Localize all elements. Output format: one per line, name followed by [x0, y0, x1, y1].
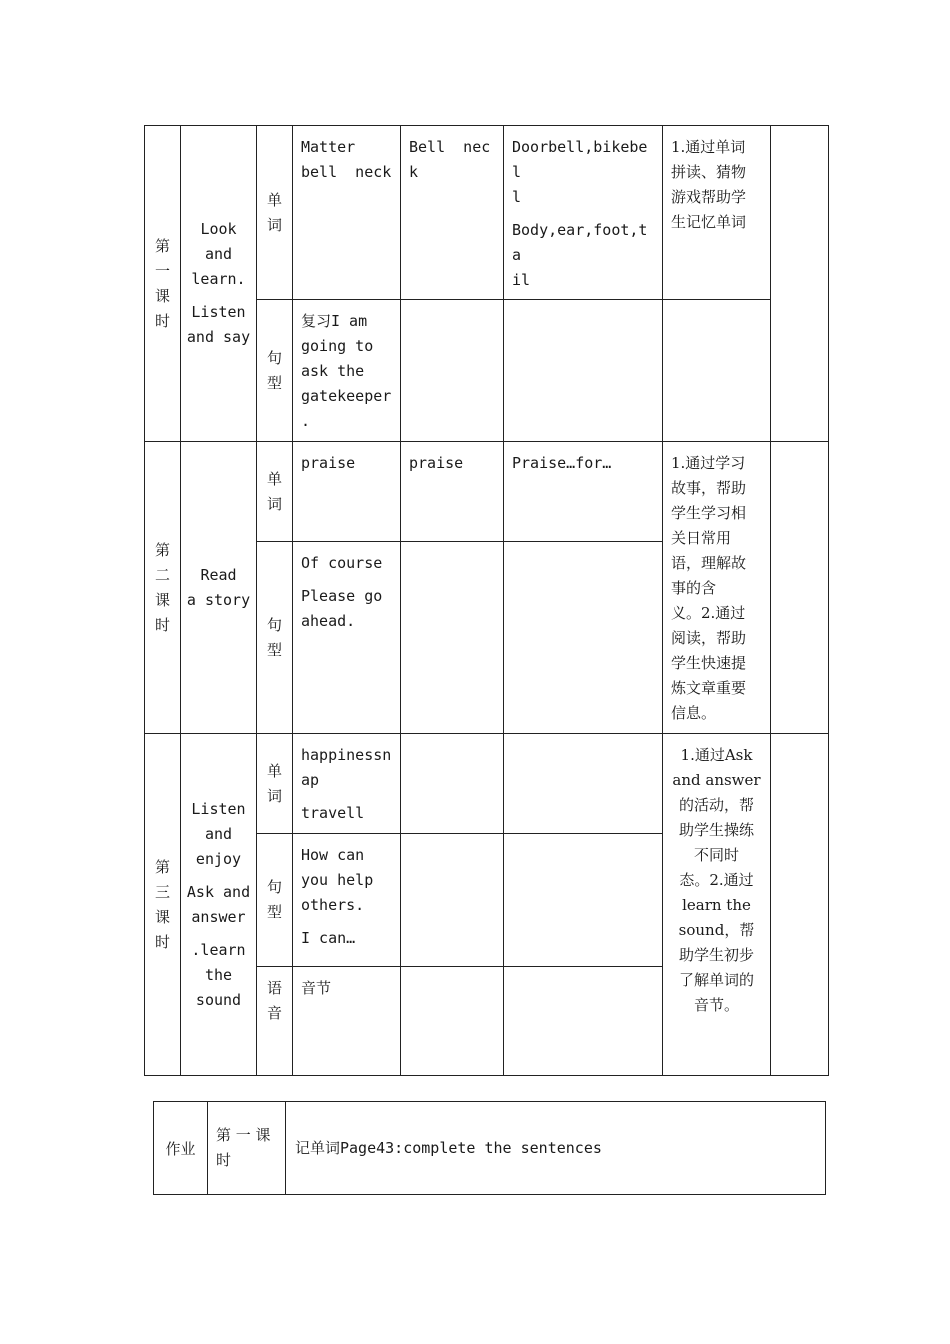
type-cell [257, 542, 293, 734]
notes-cell [771, 734, 829, 1076]
lesson-1-period: 第一课时 [154, 236, 170, 330]
content-cell [293, 300, 401, 442]
goal-line: 炼文章重要 [671, 679, 747, 697]
col-b-cell [504, 442, 663, 542]
content-cell [293, 442, 401, 542]
col-b-line: Doorbell,bikebel [512, 138, 648, 181]
content-line: How can [301, 846, 365, 864]
type-cell [257, 126, 293, 300]
lesson-3-words-row [145, 734, 829, 834]
goal-line: 事的含 [671, 579, 717, 597]
goal-line: 故事，帮助 [671, 479, 747, 497]
notes-cell [771, 442, 829, 734]
goal-cell-continued [663, 300, 771, 442]
row-type-label: 单词 [266, 761, 282, 805]
activity-line: Listen [191, 799, 246, 818]
homework-label: 作业 [165, 1139, 196, 1158]
goal-line: sound，帮 [678, 921, 755, 939]
lesson-2-period-cell [145, 442, 181, 734]
lesson-2-words-row [145, 442, 829, 542]
col-b-cell [504, 967, 663, 1076]
goal-line: 的活动，帮 [678, 796, 754, 814]
row-type-label: 句型 [266, 615, 282, 659]
activity-line: sound [195, 990, 242, 1009]
goal-line: 关日常用 [671, 529, 732, 547]
lesson-3-period: 第三课时 [154, 857, 170, 951]
col-a-line: Bell neck [409, 138, 491, 181]
goal-line: 语，理解故 [671, 554, 747, 572]
goal-line: 义。2.通过 [671, 604, 746, 622]
notes-cell [771, 126, 829, 442]
activity-line: and [204, 824, 233, 843]
content-line: gatekeeper [301, 387, 392, 405]
content-line: ap [301, 771, 320, 789]
homework-label-cell [154, 1102, 208, 1195]
content-line: travell [301, 804, 365, 822]
lesson-1-activity-cell [181, 126, 257, 442]
row-type-label: 句型 [266, 878, 282, 921]
col-b-line: l [512, 188, 522, 206]
col-b-cell [504, 834, 663, 967]
col-b-cell [504, 126, 663, 300]
content-cell [293, 542, 401, 734]
content-cell [293, 834, 401, 967]
content-line: . [301, 412, 311, 430]
type-cell [257, 967, 293, 1076]
lesson-2-period: 第二课时 [154, 540, 170, 634]
col-b-cell [504, 300, 663, 442]
col-a-cell [401, 442, 504, 542]
col-a-line: praise [409, 454, 464, 472]
row-type-label: 单词 [266, 469, 282, 513]
goal-cell [663, 442, 771, 734]
lesson-3-period-cell [145, 734, 181, 1076]
col-a-cell [401, 967, 504, 1076]
goal-cell [663, 126, 771, 300]
goal-line: 学生学习相 [671, 504, 747, 522]
goal-line: 了解单词的 [678, 971, 754, 989]
activity-line: and [204, 245, 233, 263]
type-cell [257, 300, 293, 442]
homework-row [154, 1102, 826, 1195]
homework-content-cell [286, 1102, 826, 1195]
col-b-line: Body,ear,foot,ta [512, 221, 648, 264]
content-line: going to [301, 337, 374, 355]
col-a-cell [401, 834, 504, 967]
type-cell [257, 834, 293, 967]
activity-line: Ask and [186, 882, 251, 901]
col-b-cell [504, 542, 663, 734]
homework-content: 记单词Page43:complete the sentences [295, 1138, 602, 1157]
lesson-2-activity-cell [181, 442, 257, 734]
col-a-cell [401, 542, 504, 734]
lesson-1-period-cell [145, 126, 181, 442]
content-cell [293, 126, 401, 300]
goal-cell [663, 734, 771, 1076]
content-line: bell neck [301, 163, 392, 181]
goal-line: 1.通过学习 [671, 454, 746, 472]
goal-line: 拼读、猜物 [671, 163, 747, 181]
goal-line: 1.通过单词 [671, 138, 746, 156]
content-line: Of course [301, 554, 383, 572]
activity-line: Read [200, 565, 237, 584]
content-cell [293, 734, 401, 834]
homework-period: 第 一 课时 [216, 1126, 271, 1169]
goal-line: 不同时 [693, 846, 739, 864]
goal-line: 助学生初步 [678, 946, 754, 964]
content-line: Matter [301, 138, 356, 156]
col-a-cell [401, 300, 504, 442]
content-line: ahead. [301, 612, 356, 630]
content-cell [293, 967, 401, 1076]
col-b-line: il [512, 271, 531, 289]
row-type-label: 句型 [266, 348, 282, 392]
content-line: 复习I am [301, 312, 368, 330]
homework-table [153, 1101, 826, 1195]
activity-line: learn. [191, 270, 246, 288]
type-cell [257, 442, 293, 542]
lesson-1-words-row [145, 126, 829, 300]
activity-line: a story [186, 590, 251, 609]
goal-line: and answer [672, 771, 761, 789]
activity-line: enjoy [195, 849, 242, 868]
activity-line: the [204, 965, 233, 984]
goal-line: 态。2.通过 [679, 871, 754, 889]
col-b-cell [504, 734, 663, 834]
goal-line: 助学生操练 [678, 821, 754, 839]
goal-line: 信息。 [671, 704, 717, 722]
activity-line: Listen [191, 303, 246, 321]
content-line: you help [301, 871, 374, 889]
goal-line: 学生快速提 [671, 654, 747, 672]
goal-line: 阅读，帮助 [671, 629, 747, 647]
col-a-cell [401, 734, 504, 834]
content-line: 音节 [301, 979, 332, 997]
activity-line: .learn [191, 940, 246, 959]
goal-line: 音节。 [693, 996, 739, 1014]
lesson-3-activity-cell [181, 734, 257, 1076]
goal-line: learn the [682, 896, 751, 914]
content-line: Please go [301, 587, 383, 605]
row-type-label: 语音 [266, 979, 282, 1022]
col-a-cell [401, 126, 504, 300]
goal-line: 生记忆单词 [671, 213, 747, 231]
content-line: others. [301, 896, 365, 914]
content-line: happinessn [301, 746, 392, 764]
row-type-label: 单词 [266, 190, 282, 234]
goal-line: 游戏帮助学 [671, 188, 747, 206]
content-line: I can… [301, 929, 356, 947]
activity-line: Look [200, 220, 237, 238]
activity-line: answer [191, 907, 246, 926]
type-cell [257, 734, 293, 834]
col-b-line: Praise…for… [512, 454, 612, 472]
content-line: praise [301, 454, 356, 472]
homework-period-cell [208, 1102, 286, 1195]
activity-line: and say [186, 328, 251, 346]
goal-line: 1.通过Ask [680, 746, 753, 764]
content-line: ask the [301, 362, 365, 380]
lesson-plan-table [144, 125, 829, 1076]
